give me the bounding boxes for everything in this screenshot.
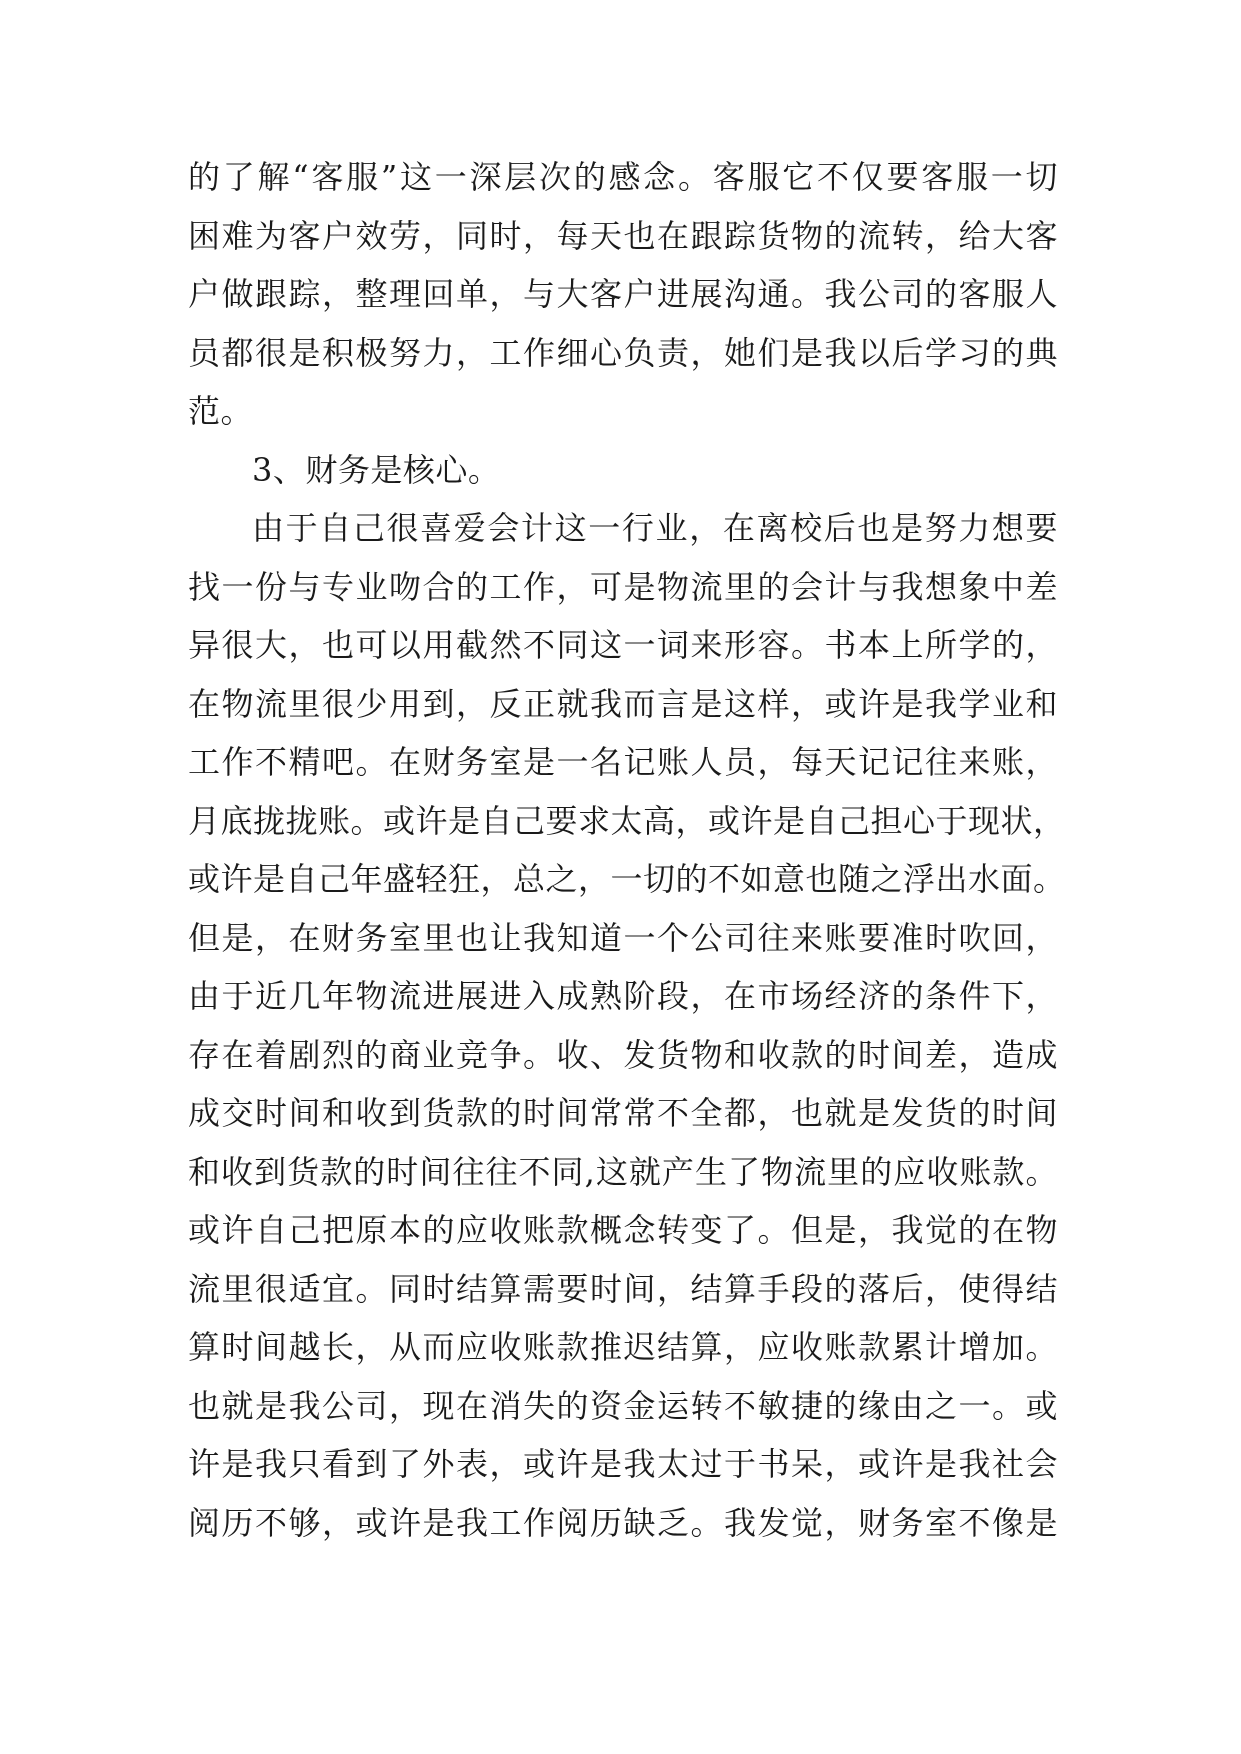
- text-line: 的了解“客服”这一深层次的感念。客服它不仅要客服一切: [188, 158, 1058, 196]
- text-line: 在物流里很少用到，反正就我而言是这样，或许是我学业和: [188, 684, 1058, 723]
- text-line: 流里很适宜。同时结算需要时间，结算手段的落后，使得结: [188, 1269, 1058, 1308]
- text-line: 和收到货款的时间往往不同,这就产生了物流里的应收账款。: [188, 1152, 1058, 1191]
- text-line: 阅历不够，或许是我工作阅历缺乏。我发觉，财务室不像是: [188, 1503, 1058, 1542]
- text-line: 或许自己把原本的应收账款概念转变了。但是，我觉的在物: [188, 1211, 1058, 1249]
- text-line: 找一份与专业吻合的工作，可是物流里的会计与我想象中差: [188, 567, 1058, 606]
- text-line: 月底拢拢账。或许是自己要求太高，或许是自己担心于现状，: [188, 801, 1066, 840]
- text-line: 许是我只看到了外表，或许是我太过于书呆，或许是我社会: [188, 1445, 1058, 1483]
- text-line: 也就是我公司，现在消失的资金运转不敏捷的缘由之一。或: [188, 1386, 1058, 1425]
- text-line: 成交时间和收到货款的时间常常不全都，也就是发货的时间: [188, 1094, 1058, 1132]
- text-line: 或许是自己年盛轻狂，总之，一切的不如意也随之浮出水面。: [188, 860, 1066, 898]
- text-line: 范。: [188, 392, 254, 430]
- text-line: 存在着剧烈的商业竞争。收、发货物和收款的时间差，造成: [188, 1035, 1058, 1074]
- text-line: 由于自己很喜爱会计这一行业，在离校后也是努力想要: [252, 509, 1058, 547]
- text-line: 工作不精吧。在财务室是一名记账人员，每天记记往来账，: [188, 743, 1058, 781]
- text-line: 困难为客户效劳，同时，每天也在跟踪货物的流转，给大客: [188, 216, 1058, 255]
- body-text: [188, 148, 1066, 1552]
- section-heading: 3、财务是核心。: [252, 450, 501, 489]
- text-line: 异很大，也可以用截然不同这一词来形容。书本上所学的，: [188, 626, 1058, 664]
- text-line: 由于近几年物流进展进入成熟阶段，在市场经济的条件下，: [188, 977, 1058, 1015]
- text-line: 员都很是积极努力，工作细心负责，她们是我以后学习的典: [188, 333, 1058, 372]
- text-line: 但是，在财务室里也让我知道一个公司往来账要准时吹回，: [188, 918, 1058, 957]
- text-line: 算时间越长，从而应收账款推迟结算，应收账款累计增加。: [188, 1328, 1058, 1366]
- text-line: 户做跟踪，整理回单，与大客户进展沟通。我公司的客服人: [188, 275, 1058, 313]
